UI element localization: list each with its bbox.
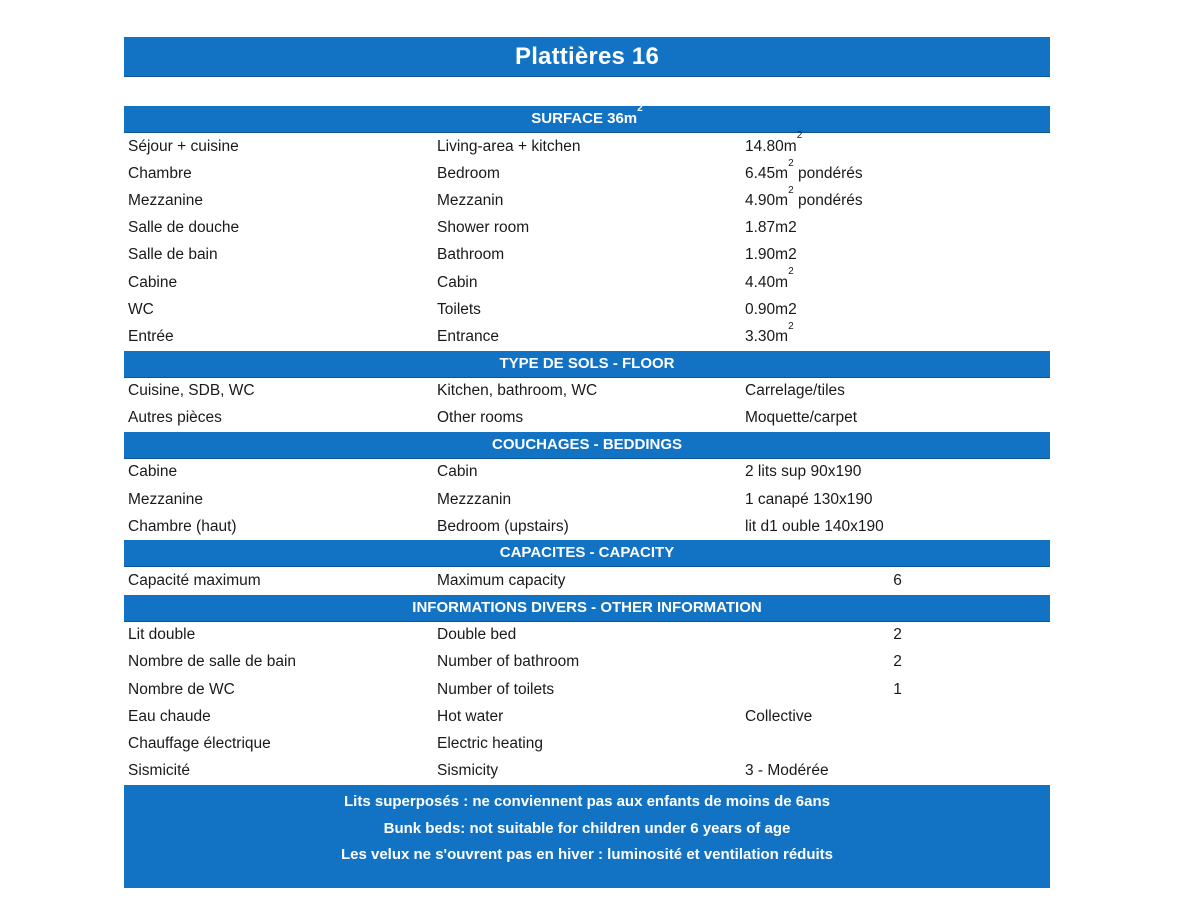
info-table [124, 103, 1050, 785]
label-fr: Mezzanine [128, 191, 203, 209]
label-en: Living-area + kitchen [437, 137, 581, 155]
label-fr: Mezzanine [128, 490, 203, 508]
label-en: Bedroom (upstairs) [437, 517, 569, 535]
label-fr: Nombre de salle de bain [128, 653, 297, 671]
table-row [124, 703, 1050, 730]
label-fr: Entrée [128, 327, 174, 345]
superscript-2: 2 [788, 266, 794, 278]
section-header-4: INFORMATIONS DIVERS - OTHER INFORMATION [124, 595, 1050, 622]
table-row [124, 513, 1050, 540]
label-fr: Salle de douche [128, 219, 240, 237]
label-en: Hot water [437, 707, 504, 725]
value-text: Carrelage/tiles [745, 382, 845, 400]
superscript-2: 2 [788, 320, 794, 332]
label-en: Maximum capacity [437, 572, 566, 590]
page-title-text: Plattières 16 [514, 43, 660, 70]
label-fr: Sismicité [128, 762, 191, 780]
label-en: Bathroom [437, 246, 505, 264]
value-text: 0.90m2 [745, 300, 797, 318]
value-text: 1 canapé 130x190 [745, 490, 873, 508]
label-fr: Cuisine, SDB, WC [128, 382, 255, 400]
value-text: 3 - Modérée [745, 762, 829, 780]
value-text: lit d1 ouble 140x190 [745, 517, 884, 535]
label-fr: Cabine [128, 463, 178, 481]
table-row [124, 157, 1050, 187]
label-en: Cabin [437, 273, 478, 291]
table-row [124, 459, 1050, 486]
value-number: 2 [893, 626, 902, 644]
footer-note-velux-fr: Les velux ne s'ouvrent pas en hiver : luminosité et ventilation réduits [340, 846, 834, 863]
value-text: 1.87m2 [745, 219, 797, 237]
label-fr: Cabine [128, 273, 178, 291]
superscript-2: 2 [788, 184, 794, 196]
label-en: Entrance [437, 327, 500, 345]
label-fr: Autres pièces [128, 409, 222, 427]
table-row [124, 266, 1050, 296]
label-en: Electric heating [437, 734, 543, 752]
label-fr: Salle de bain [128, 246, 218, 264]
label-fr: Lit double [128, 626, 196, 644]
table-row [124, 758, 1050, 785]
label-fr: Chambre [128, 164, 192, 182]
label-en: Sismicity [437, 762, 499, 780]
label-fr: Capacité maximum [128, 572, 261, 590]
table-row [124, 567, 1050, 594]
footer-note-bunk-fr: Lits superposés : ne conviennent pas aux enfants de moins de 6ans [344, 793, 830, 810]
value-text: $4.90m^2$ pondérés [745, 184, 863, 209]
value-number: 2 [893, 653, 902, 671]
section-header-2: COUCHAGES - BEDDINGS [124, 432, 1050, 459]
label-en: Shower room [437, 219, 530, 237]
table-row [124, 649, 1050, 676]
section-header-3: CAPACITES - CAPACITY [124, 540, 1050, 567]
label-en: Mezzanin [437, 191, 504, 209]
table-row [124, 320, 1050, 350]
label-fr: Séjour + cuisine [128, 137, 239, 155]
label-en: Mezzzanin [437, 490, 512, 508]
label-fr: Chambre (haut) [128, 517, 237, 535]
value-text: Moquette/carpet [745, 409, 858, 427]
superscript-2: 2 [637, 103, 643, 114]
table-row [124, 405, 1050, 432]
value-text: $4.40m^2$ [745, 266, 794, 291]
value-text: $6.45m^2$ pondérés [745, 157, 863, 182]
table-row [124, 378, 1050, 405]
section-header-1: TYPE DE SOLS - FLOOR [124, 351, 1050, 378]
value-text: 2 lits sup 90x190 [745, 463, 862, 481]
page-title [124, 37, 1050, 77]
table-row [124, 730, 1050, 757]
superscript-2: 2 [796, 130, 803, 142]
value-text: Collective [745, 707, 813, 725]
label-en: Double bed [437, 626, 517, 644]
value-text: $14.80m^2$ [745, 130, 803, 155]
superscript-2: 2 [788, 157, 794, 169]
footer-notes [124, 785, 1050, 888]
value-number: 6 [893, 572, 902, 590]
label-en: Toilets [437, 300, 481, 318]
label-fr: WC [128, 300, 154, 318]
table-row [124, 622, 1050, 649]
label-fr: Nombre de WC [128, 680, 235, 698]
label-fr: Eau chaude [128, 707, 211, 725]
table-row [124, 242, 1050, 269]
table-row [124, 184, 1050, 214]
label-en: Kitchen, bathroom, WC [437, 382, 598, 400]
value-number: 1 [893, 680, 902, 698]
table-row [124, 215, 1050, 242]
value-text: 1.90m2 [745, 246, 797, 264]
label-en: Other rooms [437, 409, 524, 427]
label-en: Bedroom [437, 164, 500, 182]
value-text: $3.30m^2$ [745, 320, 794, 345]
label-en: Number of toilets [437, 680, 555, 698]
label-en: Number of bathroom [437, 653, 580, 671]
footer-note-bunk-en: Bunk beds: not suitable for children under 6 years of age [383, 819, 791, 837]
table-row [124, 486, 1050, 513]
table-row [124, 130, 1050, 160]
label-fr: Chauffage électrique [128, 734, 271, 752]
table-row [124, 296, 1050, 323]
section-header-0: SURFACE $36m^2$ [124, 106, 1050, 133]
label-en: Cabin [437, 463, 478, 481]
table-row [124, 676, 1050, 703]
